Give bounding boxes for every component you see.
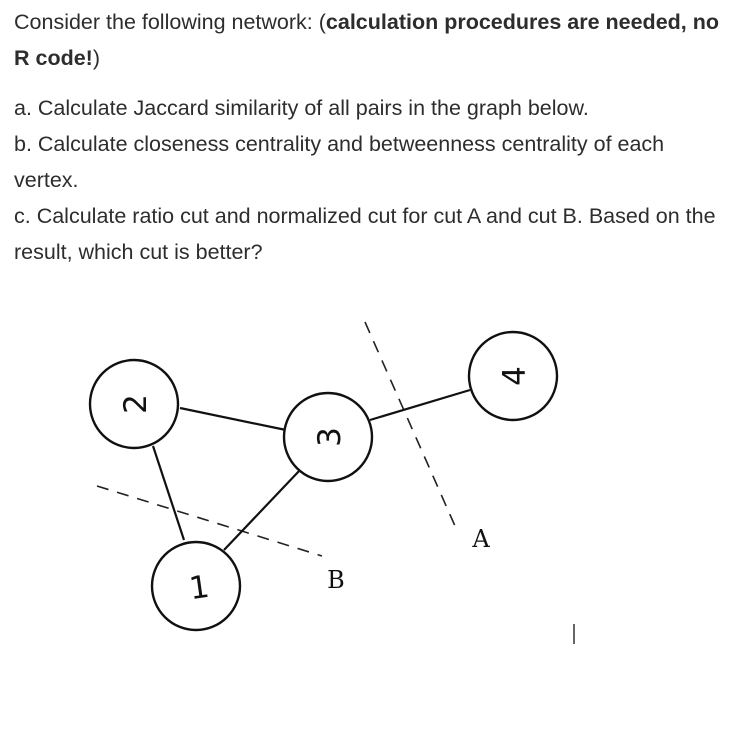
- node-2-label: 2: [118, 394, 154, 414]
- intro-close-text: ): [92, 46, 101, 70]
- edge-3-4: [370, 390, 470, 420]
- cut-line-a: [365, 322, 455, 526]
- intro-bold-text: calculation procedures are needed, no R code!: [14, 10, 719, 70]
- edge-2-3: [180, 408, 286, 430]
- node-4-label: 4: [497, 366, 533, 386]
- part-c-text: c. Calculate ratio cut and normalized cut for cut A and cut B. Based on the result, which cut is better?: [14, 204, 716, 264]
- node-3-label: 3: [312, 427, 348, 447]
- part-b-text: b. Calculate closeness centrality and betweenness centrality of each vertex.: [14, 132, 665, 192]
- part-a-text: a. Calculate Jaccard similarity of all pairs in the graph below.: [14, 96, 589, 120]
- edge-2-1: [153, 446, 184, 540]
- intro-plain-text: Consider the following network: (: [14, 10, 326, 34]
- cut-label-a: A: [472, 525, 490, 553]
- cut-label-b: B: [327, 566, 345, 594]
- node-1-label: 1: [187, 568, 212, 608]
